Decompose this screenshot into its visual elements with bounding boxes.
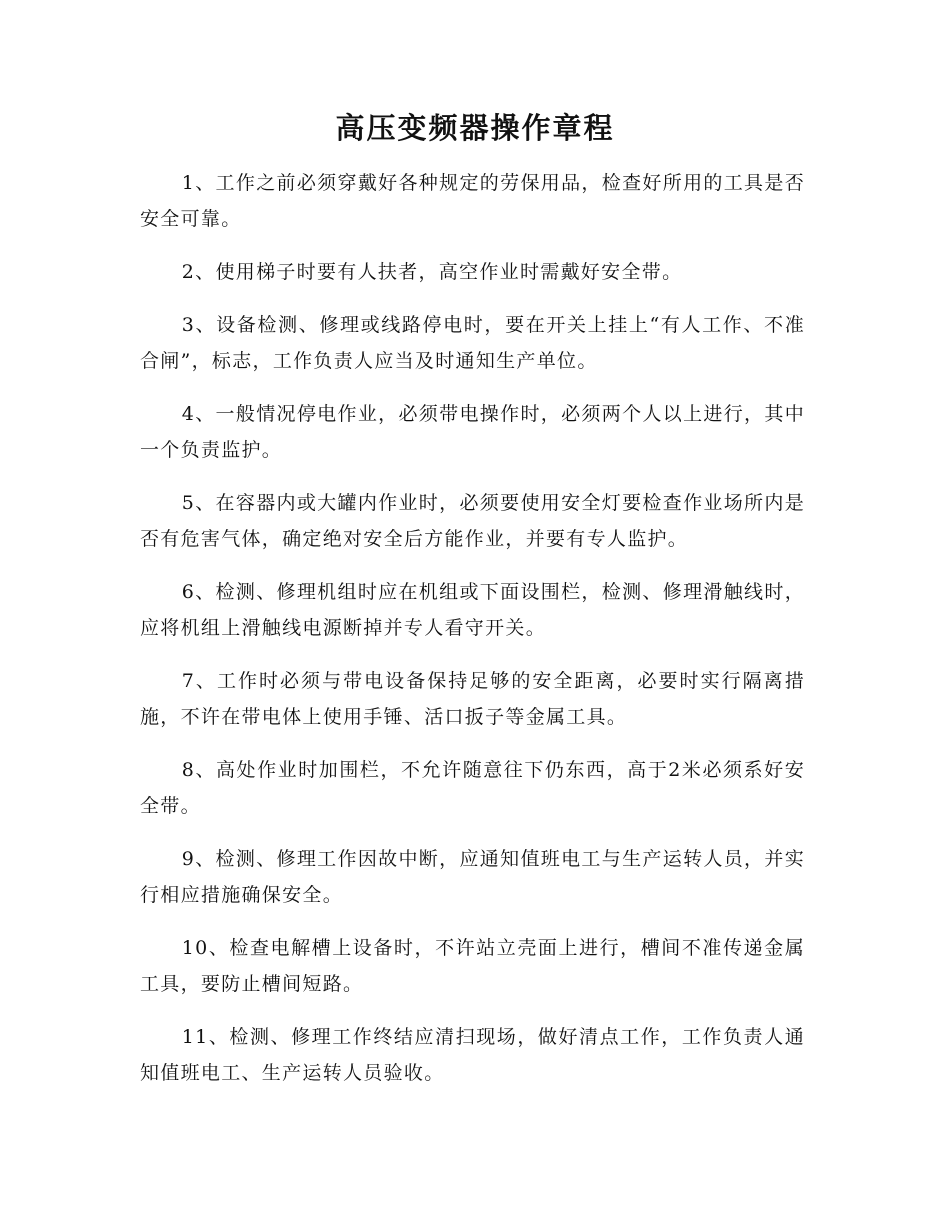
rule-paragraph-8: 8、高处作业时加围栏，不允许随意往下仍东西，高于2米必须系好安全带。 [140, 759, 805, 817]
rule-paragraph-3: 3、设备检测、修理或线路停电时，要在开关上挂上“有人工作、不准合闸”，标志，工作负责人应当及时通知生产单位。 [140, 314, 805, 372]
rule-paragraph-2: 2、使用梯子时要有人扶者，高空作业时需戴好安全带。 [181, 261, 683, 283]
rule-paragraph-5: 5、在容器内或大罐内作业时，必须要使用安全灯要检查作业场所内是否有危害气体，确定绝对安全后方能作业，并要有专人监护。 [140, 492, 805, 550]
rule-paragraph-1: 1、工作之前必须穿戴好各种规定的劳保用品，检查好所用的工具是否安全可靠。 [140, 172, 805, 230]
rule-paragraph-10: 10、检查电解槽上设备时，不许站立壳面上进行，槽间不准传递金属工具，要防止槽间短路。 [140, 937, 805, 995]
rule-paragraph-11: 11、检测、修理工作终结应清扫现场，做好清点工作，工作负责人通知值班电工、生产运转人员验收。 [140, 1026, 805, 1084]
document-body [140, 165, 805, 1108]
rule-paragraph-6: 6、检测、修理机组时应在机组或下面设围栏，检测、修理滑触线时，应将机组上滑触线电源断掉并专人看守开关。 [140, 581, 805, 639]
rule-paragraph-4: 4、一般情况停电作业，必须带电操作时，必须两个人以上进行，其中一个负责监护。 [140, 403, 805, 461]
document-title: 高压变频器操作章程 [335, 111, 615, 145]
rule-paragraph-9: 9、检测、修理工作因故中断，应通知值班电工与生产运转人员，并实行相应措施确保安全。 [140, 848, 805, 906]
rule-paragraph-7: 7、工作时必须与带电设备保持足够的安全距离，必要时实行隔离措施，不许在带电体上使用手锤、活口扳子等金属工具。 [140, 670, 805, 728]
